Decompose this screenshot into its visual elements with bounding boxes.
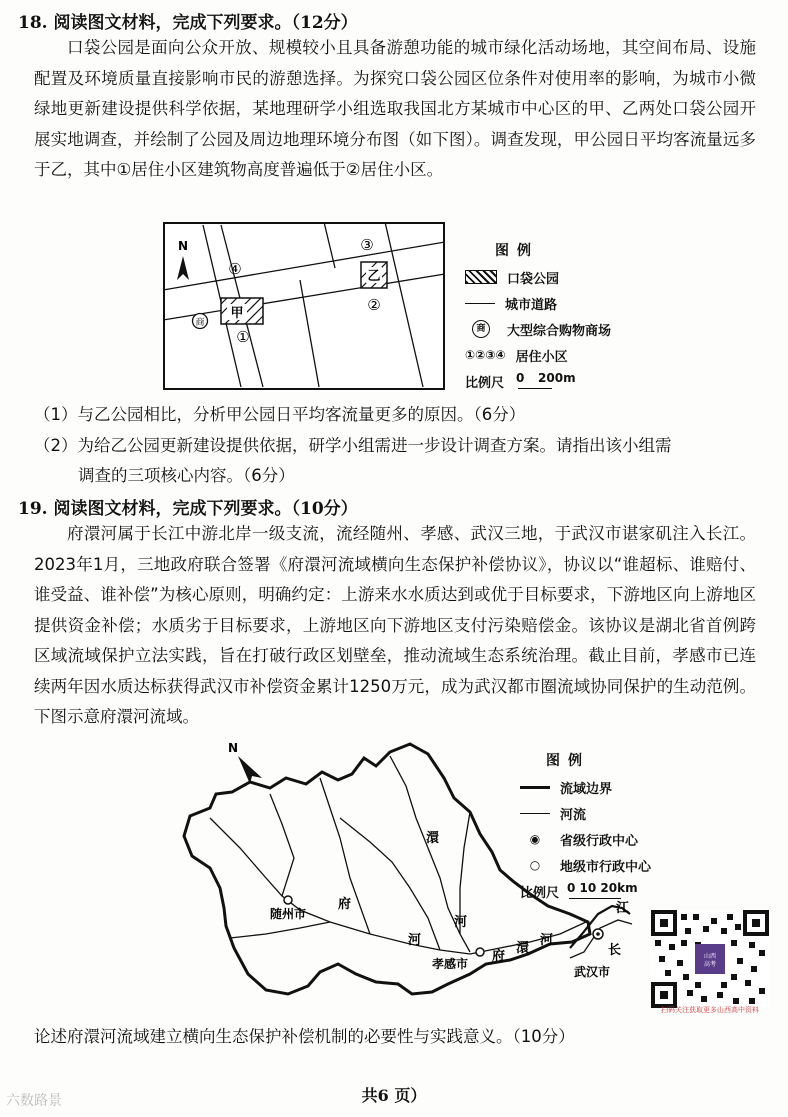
q19-title: 19. 阅读图文材料，完成下列要求。（10分） — [18, 499, 358, 519]
q19-question: 论述府澴河流域建立横向生态保护补偿机制的必要性与实践意义。（10分） — [34, 1027, 575, 1046]
legend-provincial: 省级行政中心 — [560, 833, 639, 849]
legend-q19-scale-label: 比例尺 — [520, 885, 560, 901]
q19-north-label: N — [228, 741, 239, 755]
wuhan-marker-inner — [596, 932, 600, 936]
xiaogan-marker — [476, 948, 484, 956]
q18-title: 18. 阅读图文材料，完成下列要求。（12分） — [18, 13, 358, 33]
legend-park-swatch — [465, 270, 497, 284]
legend-road-swatch — [465, 303, 495, 304]
q19-legend — [520, 746, 653, 904]
xiaogan-label: 孝感市 — [432, 957, 469, 971]
legend-scale-zero: 0 — [516, 371, 525, 385]
legend-communities-symbol: ①②③④ — [465, 348, 506, 362]
legend-q19-scale-value: 0 10 20km — [567, 881, 638, 895]
legend-road: 城市道路 — [505, 297, 558, 313]
q19-legend-title: 图例 — [546, 753, 590, 769]
legend-river: 河流 — [560, 807, 587, 823]
legend-boundary-swatch — [520, 786, 550, 789]
yangtze-label-2: 长 — [608, 943, 622, 958]
fuhuan-label-2: 澴 — [516, 941, 530, 956]
legend-river-swatch — [520, 813, 550, 814]
legend-mall: 大型综合购物商场 — [507, 323, 612, 339]
fuhuan-label-1: 府 — [492, 949, 506, 964]
q18-sub2-line2: 调查的三项核心内容。（6分） — [78, 466, 295, 485]
legend-communities: 居住小区 — [515, 349, 568, 365]
page-footer: 共6 页） — [361, 1086, 427, 1105]
q19-north-arrow-icon — [238, 756, 262, 784]
fuhuan-label-3: 河 — [540, 933, 554, 948]
community-3: ③ — [360, 236, 374, 254]
north-label: N — [177, 239, 189, 253]
legend-scale-200m: 200m — [538, 371, 576, 385]
svg-text:山西: 山西 — [703, 953, 717, 960]
fu-label-1: 府 — [338, 897, 352, 912]
legend-scale-bar — [516, 371, 586, 391]
fu-label-2: 河 — [408, 933, 422, 948]
legend-park: 口袋公园 — [507, 271, 560, 287]
svg-text:高考: 高考 — [703, 961, 717, 968]
park-b-label: 乙 — [367, 269, 381, 284]
qr-caption: 扫码关注获取更多山西高中资料 — [661, 1006, 759, 1014]
q18-sub2-line1: （2）为给乙公园更新建设提供依据，研学小组需进一步设计调查方案。请指出该小组需 — [34, 436, 672, 455]
legend-scale-label: 比例尺 — [465, 375, 505, 391]
legend-provincial-icon: ◉ — [529, 832, 541, 846]
suizhou-marker — [284, 896, 292, 904]
legend-prefectural-icon: ○ — [529, 858, 541, 872]
legend-prefectural: 地级市行政中心 — [560, 859, 652, 875]
legend-q19-scale-bar — [567, 881, 653, 901]
community-1: ① — [236, 328, 250, 346]
legend-mall-symbol: 商 — [472, 320, 490, 338]
mall-label: 商 — [195, 318, 205, 328]
huan-label-1: 澴 — [426, 831, 440, 846]
q18-sub1: （1）与乙公园相比，分析甲公园日平均客流量更多的原因。（6分） — [34, 405, 526, 424]
yangtze-label-1: 江 — [616, 901, 630, 916]
q18-sub2 — [34, 431, 756, 491]
qr-code[interactable] — [651, 910, 769, 1008]
legend-boundary: 流域边界 — [560, 781, 613, 797]
huan-label-2: 河 — [454, 915, 468, 930]
q18-legend — [465, 236, 611, 394]
q19-paragraph: 府澴河属于长江中游北岸一级支流，流经随州、孝感、武汉三地，于武汉市谌家矶注入长江。2023年1月，三地政府联合签署《府澴河流域横向生态保护补偿协议》，协议以“谁超标、谁赔付、谁受益、谁补偿”为核心原则，明确约定：上游来水水质达到或优于目标要求，下游地区向上游地区提供资金补偿；水质劣于目标要求，上游地区向下游地区支付污染赔偿金。该协议是湖北省首例跨区域流域保护立法实践，旨在打破行政区划壁垒，推动流域生态系统治理。截止目前，孝感市已连续两年因水质达标获得武汉市补偿资金累计1250万元，成为武汉都市圈流域协同保护的生动范例。下图示意府澴河流域。 — [34, 524, 756, 726]
q18-map — [163, 222, 445, 390]
park-a-label: 甲 — [230, 306, 244, 321]
community-4: ④ — [228, 260, 242, 278]
wuhan-label: 武汉市 — [574, 965, 611, 979]
watermark: 六数路景 — [6, 1093, 62, 1109]
community-2: ② — [367, 296, 381, 314]
q18-legend-title: 图例 — [495, 243, 539, 259]
q18-paragraph: 口袋公园是面向公众开放、规模较小且具备游憩功能的城市绿化活动场地，其空间布局、设施配置及环境质量直接影响市民的游憩选择。为探究口袋公园区位条件对使用率的影响，为城市小微绿地更新建设提供科学依据，某地理研学小组选取我国北方某城市中心区的甲、乙两处口袋公园开展实地调查，并绘制了公园及周边地理环境分布图（如下图）。调查发现，甲公园日平均客流量远多于乙，其中①居住小区建筑物高度普遍低于②居住小区。 — [34, 38, 756, 179]
suizhou-label: 随州市 — [270, 907, 307, 921]
